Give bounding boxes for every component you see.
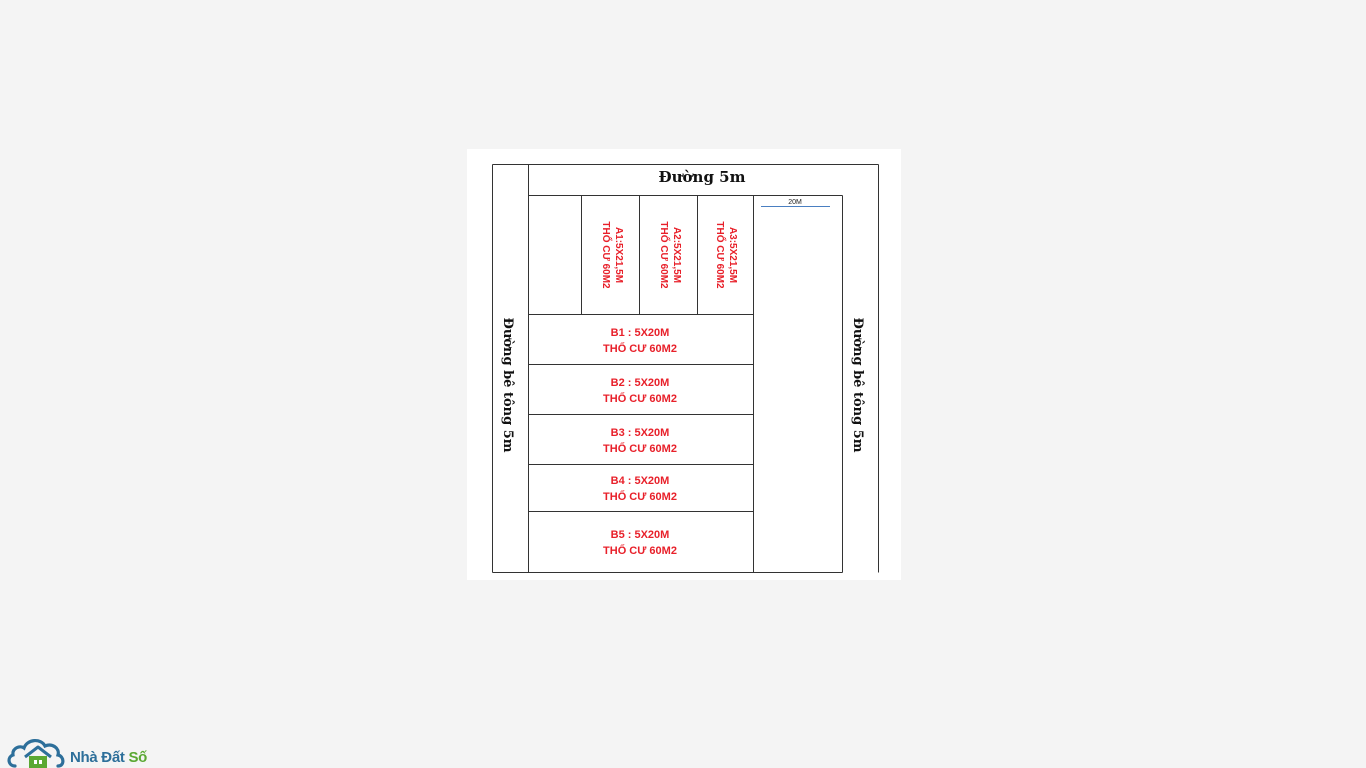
lot-b4-size: B4 : 5X20M — [610, 475, 670, 487]
lot-a1 — [600, 221, 624, 289]
dimension-label: 20M — [788, 199, 802, 206]
lot-a1-type: THỔ CƯ 60M2 — [600, 221, 611, 289]
land-plot-diagram — [467, 149, 901, 580]
watermark-word1: Nhà Đất — [70, 749, 125, 766]
lot-b2 — [603, 377, 677, 405]
watermark-text — [70, 749, 147, 766]
lot-a2 — [658, 221, 682, 289]
lot-b3 — [603, 427, 677, 455]
left-road-label: Đường bê tông 5m — [500, 317, 515, 453]
lot-b1-size: B1 : 5X20M — [610, 327, 670, 339]
plot-lines — [493, 165, 879, 573]
top-road-label: Đường 5m — [658, 168, 746, 186]
watermark-word2: Số — [128, 749, 148, 766]
watermark-logo — [6, 733, 147, 768]
lot-a3 — [714, 221, 738, 289]
lot-b3-size: B3 : 5X20M — [610, 427, 670, 439]
lot-b1 — [603, 327, 677, 355]
lot-a1-size: A1:5X21,5M — [613, 226, 624, 284]
lot-b4-type: THỔ CƯ 60M2 — [603, 491, 677, 503]
lot-b5-type: THỔ CƯ 60M2 — [603, 545, 677, 557]
lot-b2-size: B2 : 5X20M — [610, 377, 670, 389]
lot-b2-type: THỔ CƯ 60M2 — [603, 393, 677, 405]
plot-plan-svg — [467, 149, 901, 580]
right-road-label: Đường bê tông 5m — [850, 317, 865, 453]
lot-b5-size: B5 : 5X20M — [610, 529, 670, 541]
lot-b4 — [603, 475, 677, 503]
lot-b1-type: THỔ CƯ 60M2 — [603, 343, 677, 355]
lot-a2-type: THỔ CƯ 60M2 — [658, 221, 669, 289]
cloud-house-icon — [6, 733, 68, 768]
lot-a3-type: THỔ CƯ 60M2 — [714, 221, 725, 289]
lot-a3-size: A3:5X21,5M — [727, 226, 738, 284]
lot-b3-type: THỔ CƯ 60M2 — [603, 443, 677, 455]
lot-b5 — [603, 529, 677, 557]
lot-a2-size: A2:5X21,5M — [671, 226, 682, 284]
